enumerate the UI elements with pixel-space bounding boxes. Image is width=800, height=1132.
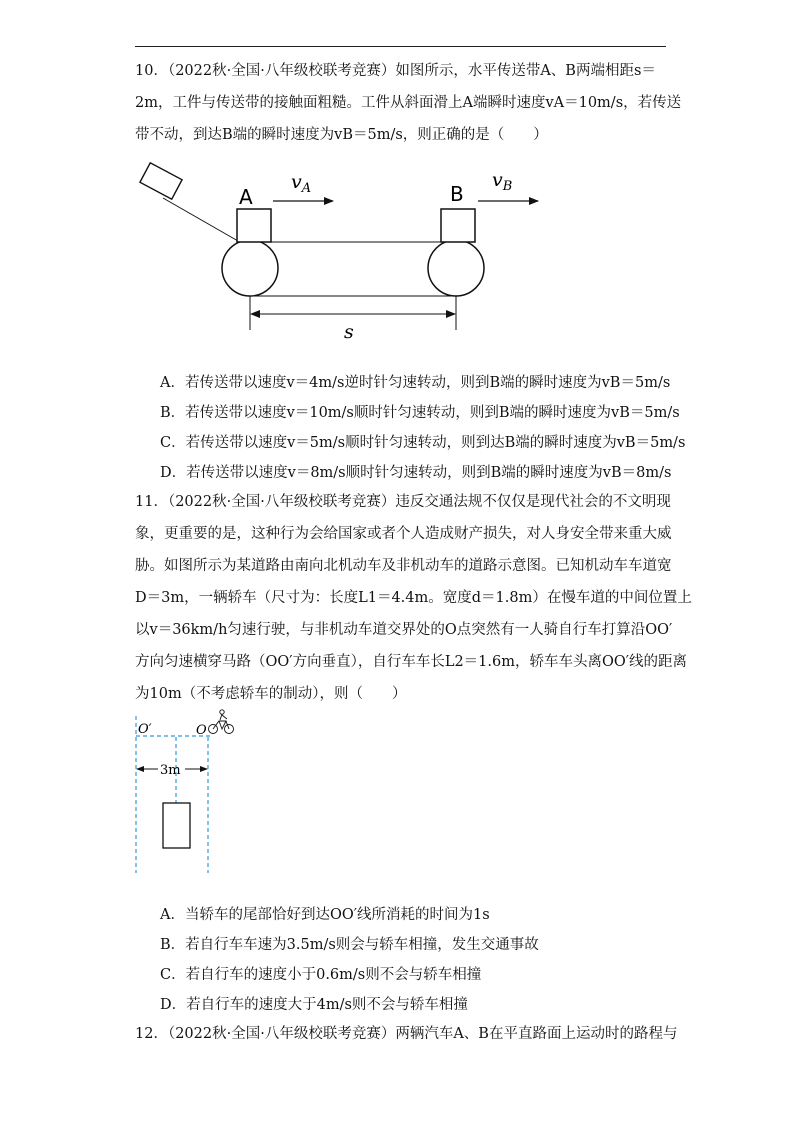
block-b xyxy=(441,209,475,242)
bicycle-icon xyxy=(209,710,234,734)
question-11-line-1: 11．（2022秋·全国·八年级校联考竞赛）违反交通法规不仅仅是现代社会的不文明现 xyxy=(135,494,671,510)
question-11-line-2: 象，更重要的是，这种行为会给国家或者个人造成财产损失，对人身安全带来重大威 xyxy=(135,526,672,542)
velocity-a-label: $v_A$ xyxy=(291,171,312,196)
option-d: D．若自行车的速度大于4m/s则不会与轿车相撞 xyxy=(160,997,468,1013)
incline-line xyxy=(163,198,238,241)
pulley-right xyxy=(428,240,484,296)
option-d: D．若传送带以速度v＝8m/s顺时针匀速转动，则到B端的瞬时速度为vB＝8m/s xyxy=(160,465,672,481)
block-a xyxy=(237,209,271,242)
incline-block xyxy=(140,163,182,199)
car-rectangle xyxy=(163,803,190,848)
option-b: B．若传送带以速度v＝10m/s顺时针匀速转动，则到B端的瞬时速度为vB＝5m/s xyxy=(160,405,680,421)
velocity-b-label: $v_B$ xyxy=(492,169,513,194)
question-12-line-1: 12．（2022秋·全国·八年级校联考竞赛）两辆汽车A、B在平直路面上运动时的路程与 xyxy=(135,1026,678,1042)
label-o-prime: O′ xyxy=(138,722,152,737)
label-road-width: 3m xyxy=(160,763,181,778)
question-11-line-7: 为10m（不考虑轿车的制动），则（ ） xyxy=(135,686,407,702)
question-10-line-3: 带不动，到达B端的瞬时速度为vB＝5m/s，则正确的是（ ） xyxy=(135,127,548,143)
option-c: C．若传送带以速度v＝5m/s顺时针匀速转动，则到达B端的瞬时速度为vB＝5m/s xyxy=(160,435,686,451)
question-10-line-1: 10．（2022秋·全国·八年级校联考竞赛）如图所示，水平传送带A、B两端相距s＝ xyxy=(135,63,656,79)
option-a: A．当轿车的尾部恰好到达OO′线所消耗的时间为1s xyxy=(160,907,490,923)
distance-label: s xyxy=(344,321,354,343)
option-b: B．若自行车车速为3.5m/s则会与轿车相撞，发生交通事故 xyxy=(160,937,539,953)
header-rule xyxy=(135,46,666,47)
question-11-line-3: 胁。如图所示为某道路由南向北机动车及非机动车的道路示意图。已知机动车车道宽 xyxy=(135,558,672,574)
question-11-line-5: 以v＝36km/h匀速行驶，与非机动车道交界处的O点突然有一人骑自行车打算沿OO′ xyxy=(135,622,673,638)
question-10-line-2: 2m，工件与传送带的接触面粗糙。工件从斜面滑上A端瞬时速度vA＝10m/s，若传送 xyxy=(135,95,682,111)
pulley-left xyxy=(222,240,278,296)
label-a: A xyxy=(239,185,253,209)
label-b: B xyxy=(450,182,464,206)
question-11-line-4: D＝3m，一辆轿车（尺寸为：长度L1＝4.4m。宽度d＝1.8m）在慢车道的中间位置上 xyxy=(135,590,692,606)
question-11-line-6: 方向匀速横穿马路（OO′方向垂直），自行车车长L2＝1.6m，轿车车头离OO′线的距离 xyxy=(135,654,688,670)
option-c: C．若自行车的速度小于0.6m/s则不会与轿车相撞 xyxy=(160,967,482,983)
label-o: O xyxy=(196,723,207,738)
option-a: A．若传送带以速度v＝4m/s逆时针匀速转动，则到B端的瞬时速度为vB＝5m/s xyxy=(160,375,671,391)
